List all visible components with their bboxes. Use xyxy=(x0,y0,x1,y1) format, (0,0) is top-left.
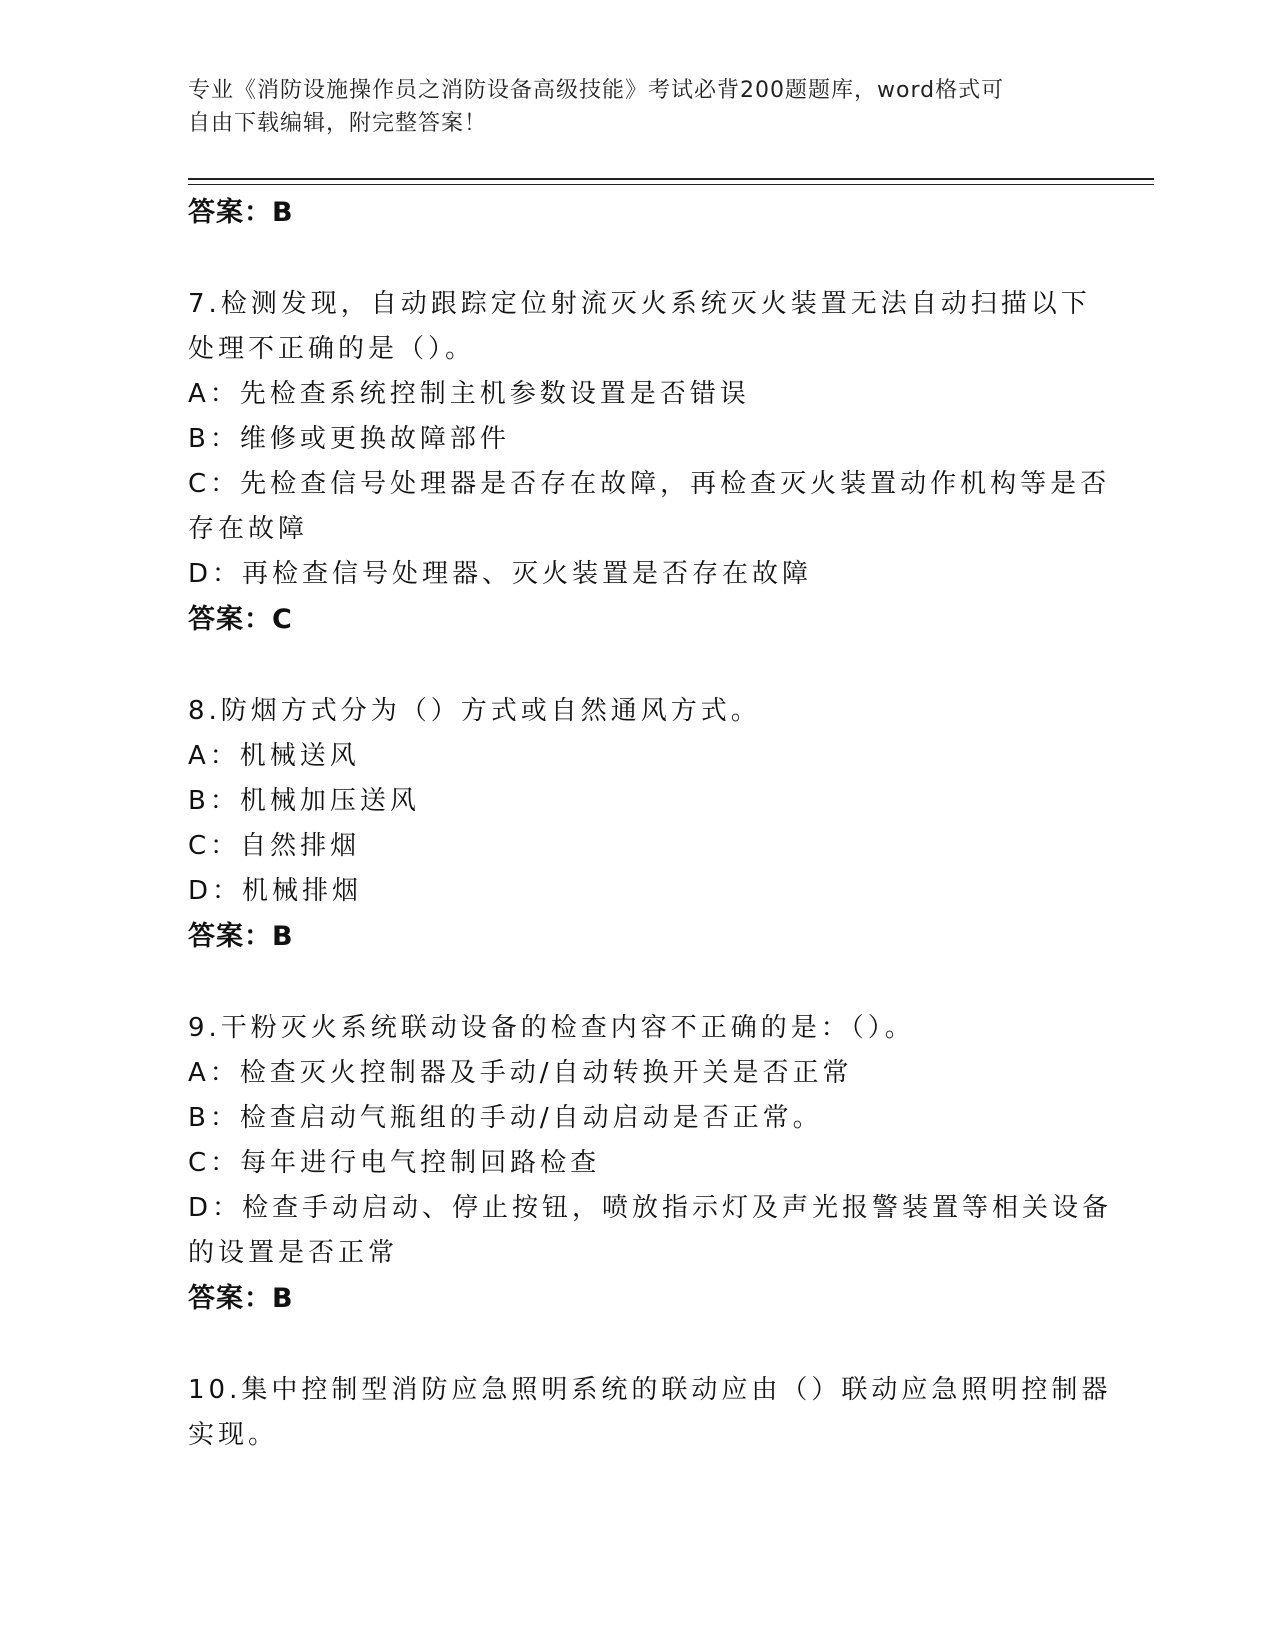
question-stem: 7.检测发现，自动跟踪定位射流灭火系统灭火装置无法自动扫描以下 xyxy=(188,289,1091,319)
answer-line: 答案：C xyxy=(188,604,293,635)
question-list xyxy=(188,190,1113,1458)
question-7 xyxy=(188,282,1111,642)
option-a: A：检查灭火控制器及手动/自动转换开关是否正常 xyxy=(188,1058,853,1088)
header-line-2: 自由下载编辑，附完整答案！ xyxy=(188,111,488,136)
option-d-cont: 的设置是否正常 xyxy=(188,1238,399,1268)
option-d: D：机械排烟 xyxy=(188,876,363,906)
option-d: D：检查手动启动、停止按钮，喷放指示灯及声光报警装置等相关设备 xyxy=(188,1193,1113,1223)
option-b: B：检查启动气瓶组的手动/自动启动是否正常。 xyxy=(188,1103,823,1133)
answer-line: 答案：B xyxy=(188,921,294,952)
question-8 xyxy=(188,689,1088,959)
question-stem-cont: 处理不正确的是（）。 xyxy=(188,334,476,364)
option-b: B：维修或更换故障部件 xyxy=(188,424,510,454)
answer-line: 答案：B xyxy=(188,197,294,228)
option-a: A：先检查系统控制主机参数设置是否错误 xyxy=(188,379,750,409)
answer-line: 答案：B xyxy=(188,1283,294,1314)
option-b: B：机械加压送风 xyxy=(188,786,420,816)
question-stem: 10.集中控制型消防应急照明系统的联动应由（）联动应急照明控制器 xyxy=(188,1375,1112,1405)
question-stem: 8.防烟方式分为（）方式或自然通风方式。 xyxy=(188,696,761,726)
option-c: C：每年进行电气控制回路检查 xyxy=(188,1148,601,1178)
document-header xyxy=(188,74,1088,140)
option-c: C：先检查信号处理器是否存在故障，再检查灭火装置动作机构等是否 xyxy=(188,469,1111,499)
header-divider-thin xyxy=(188,184,1154,185)
option-c-cont: 存在故障 xyxy=(188,514,309,544)
option-c: C：自然排烟 xyxy=(188,831,361,861)
question-10 xyxy=(188,1368,1112,1458)
question-stem-cont: 实现。 xyxy=(188,1420,279,1450)
option-a: A：机械送风 xyxy=(188,741,360,771)
header-divider-thick xyxy=(188,178,1154,180)
question-stem: 9.干粉灭火系统联动设备的检查内容不正确的是：（）。 xyxy=(188,1013,915,1043)
option-d: D：再检查信号处理器、灭火装置是否存在故障 xyxy=(188,559,813,589)
question-9 xyxy=(188,1006,1113,1321)
header-line-1: 专业《消防设施操作员之消防设备高级技能》考试必背200题题库，word格式可 xyxy=(188,78,1005,103)
